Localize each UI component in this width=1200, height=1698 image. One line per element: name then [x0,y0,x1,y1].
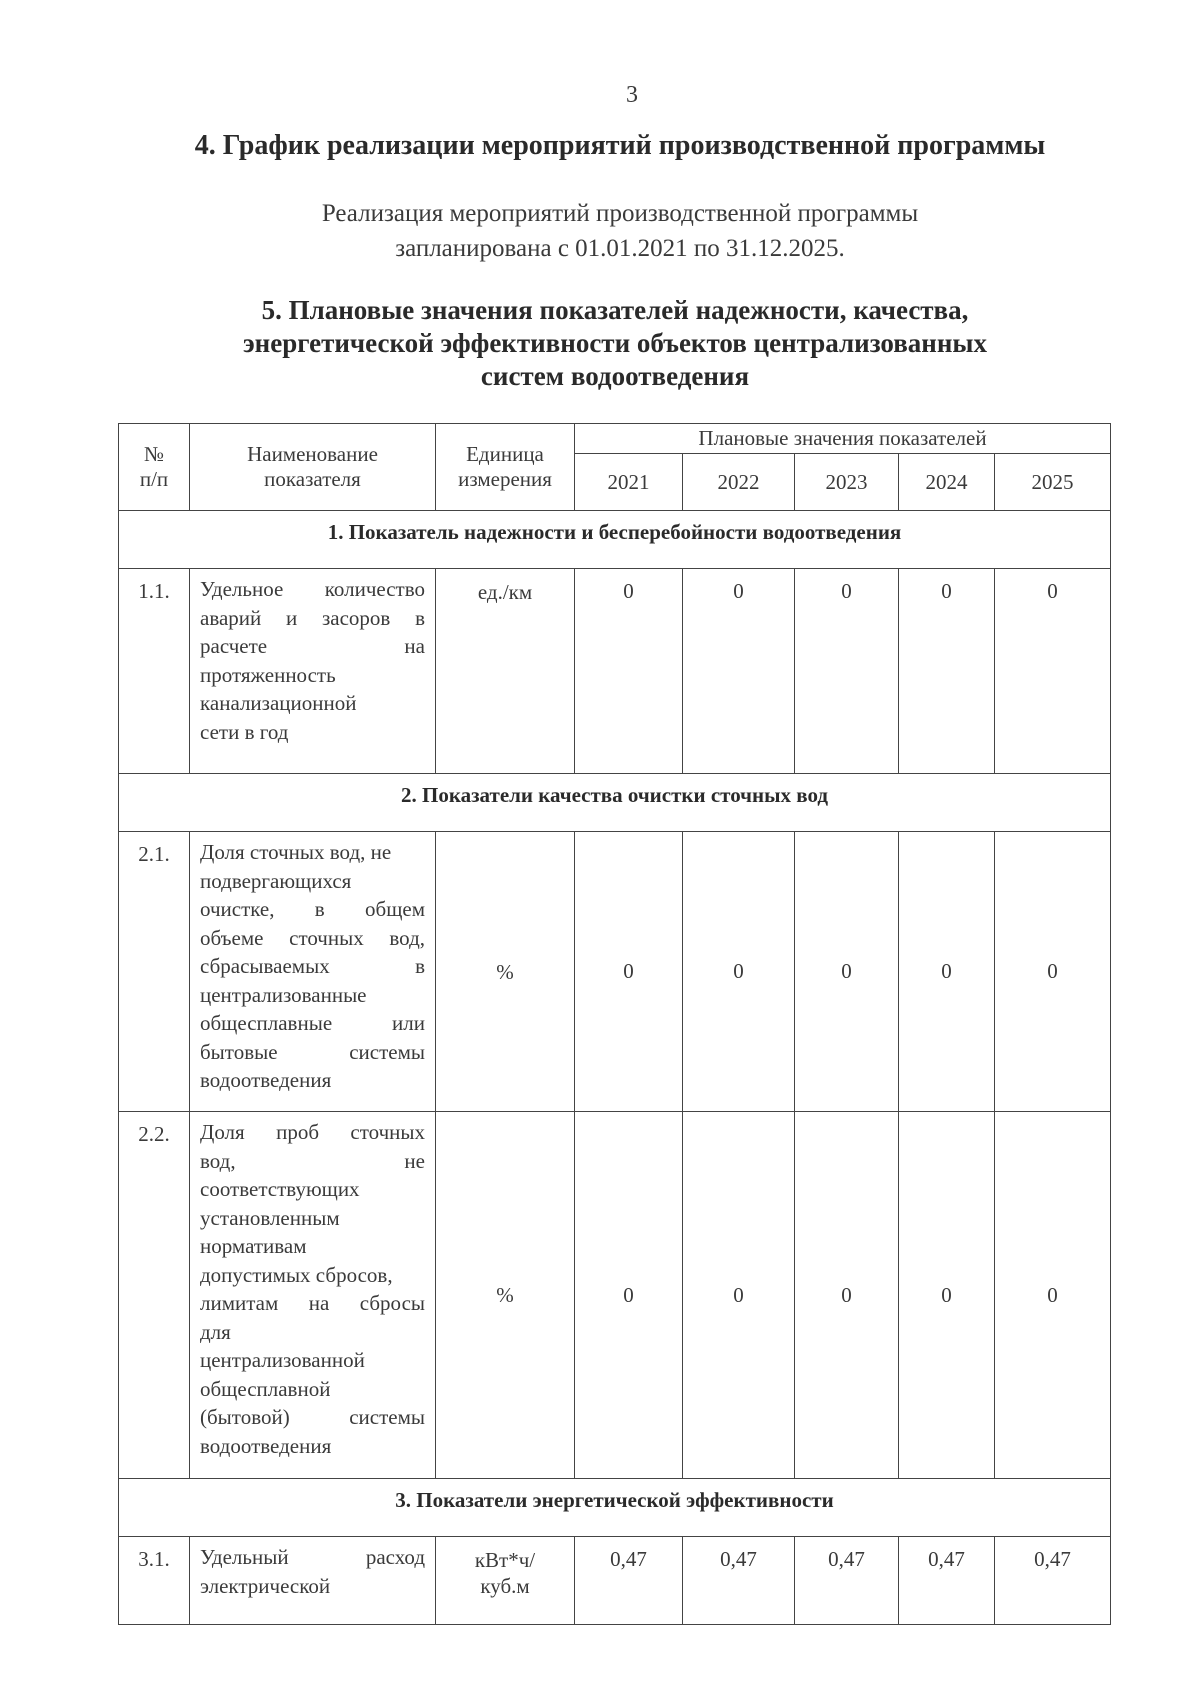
unit-cell [436,832,575,1112]
value-2024: 0,47 [899,1537,995,1625]
unit-line: ед./км [477,580,533,604]
header-name-line: Наименование [247,442,378,466]
header-name-line: показателя [264,467,361,491]
indicator-name-line: лимитам на сбросы [200,1291,425,1315]
value-2023: 0,47 [795,1537,899,1625]
header-plan-values: Плановые значения показателей [575,424,1111,454]
header-unit-line: измерения [458,467,552,491]
value-2025: 0 [995,832,1111,1112]
unit-cell [436,569,575,774]
section-4-text [0,196,1200,266]
unit-cell [436,1112,575,1479]
value-2023: 0 [795,832,899,1112]
table-row [119,569,1111,774]
indicator-name-line: расчете на [200,634,425,658]
section-5-title-line: систем водоотведения [480,361,750,391]
indicator-name-line: электрической [200,1573,331,1598]
indicator-name-line: нормативам [200,1234,307,1258]
header-year: 2025 [995,454,1111,511]
unit-line: % [496,1283,514,1307]
value-2023: 0 [795,1112,899,1479]
indicator-name-line: очистке, в общем [200,897,425,921]
value-2024: 0 [899,832,995,1112]
row-number: 2.1. [119,832,190,1112]
group-header-row [119,774,1111,832]
value-2022: 0 [683,1112,795,1479]
header-year: 2022 [683,454,795,511]
indicator-name-line: Доля проб сточных [200,1120,425,1144]
indicator-name-line: водоотведения [200,1433,332,1458]
page-number: 3 [626,82,638,108]
indicator-name-line: протяженность [200,662,336,687]
header-indicator-name [190,424,436,511]
section-4-text-line: Реализация мероприятий производственной программы [321,200,919,227]
section-4-title: 4. График реализации мероприятий производственной программы [194,130,1046,161]
indicator-name-line: централизованные [200,982,367,1007]
value-2025: 0 [995,569,1111,774]
indicator-name-line: установленным [200,1205,340,1230]
value-2024: 0 [899,1112,995,1479]
value-2022: 0 [683,832,795,1112]
section-5-title-line: 5. Плановые значения показателей надежности, качества, [261,295,969,325]
group-title: 1. Показатель надежности и бесперебойности водоотведения [119,511,1111,569]
table-row [119,1112,1111,1479]
table-row [119,1537,1111,1625]
indicator-name-line: водоотведения [200,1068,332,1092]
value-2024: 0 [899,569,995,774]
indicator-name-line: Удельный расход [200,1545,425,1569]
indicator-name-line: сети в год [200,719,289,744]
indicator-name-line: вод, не [200,1148,425,1173]
row-number: 3.1. [119,1537,190,1625]
indicator-name [190,832,436,1112]
row-number: 1.1. [119,569,190,774]
header-number-line: № [143,442,165,466]
indicator-name-line: Доля сточных вод, не [200,840,392,864]
indicator-name-line: (бытовой) системы [200,1405,425,1429]
header-year: 2023 [795,454,899,511]
indicator-name [190,569,436,774]
indicator-name-line: общесплавной [200,1376,331,1401]
section-4-text-line: запланирована с 01.01.2021 по 31.12.2025. [395,235,845,262]
indicator-name-line: общесплавные или [200,1011,425,1035]
value-2025: 0 [995,1112,1111,1479]
value-2023: 0 [795,569,899,774]
group-header-row [119,1479,1111,1537]
section-5-title [0,294,1200,393]
group-title: 2. Показатели качества очистки сточных вод [119,774,1111,832]
header-year: 2021 [575,454,683,511]
row-number: 2.2. [119,1112,190,1479]
indicator-name-line: для [200,1319,231,1344]
value-2021: 0 [575,1112,683,1479]
unit-line: куб.м [480,1574,530,1598]
indicator-name-line: допустимых сбросов, [200,1262,393,1287]
header-number-line: п/п [139,467,169,491]
group-header-row [119,511,1111,569]
indicator-name-line: объеме сточных вод, [200,925,425,950]
table-row [119,832,1111,1112]
section-5-title-line: энергетической эффективности объектов централизованных [242,328,987,358]
value-2022: 0 [683,569,795,774]
value-2021: 0 [575,832,683,1112]
indicator-name-line: подвергающихся [200,868,352,893]
indicator-name [190,1112,436,1479]
indicator-name-line: канализационной [200,691,357,715]
indicator-name [190,1537,436,1625]
header-unit-line: Единица [466,442,544,466]
unit-line: % [496,959,514,984]
value-2021: 0,47 [575,1537,683,1625]
header-year: 2024 [899,454,995,511]
indicator-name-line: сбрасываемых в [200,954,425,978]
indicator-name-line: Удельное количество [200,577,425,601]
indicator-name-line: соответствующих [200,1177,360,1201]
indicator-name-line: бытовые системы [200,1039,425,1064]
indicator-name-line: централизованной [200,1348,365,1372]
value-2021: 0 [575,569,683,774]
indicators-table [118,423,1111,1625]
header-number [119,424,190,511]
value-2025: 0,47 [995,1537,1111,1625]
value-2022: 0,47 [683,1537,795,1625]
indicator-name-line: аварий и засоров в [200,605,425,630]
header-unit [436,424,575,511]
unit-cell [436,1537,575,1625]
unit-line: кВт*ч/ [474,1548,536,1572]
group-title: 3. Показатели энергетической эффективности [119,1479,1111,1537]
